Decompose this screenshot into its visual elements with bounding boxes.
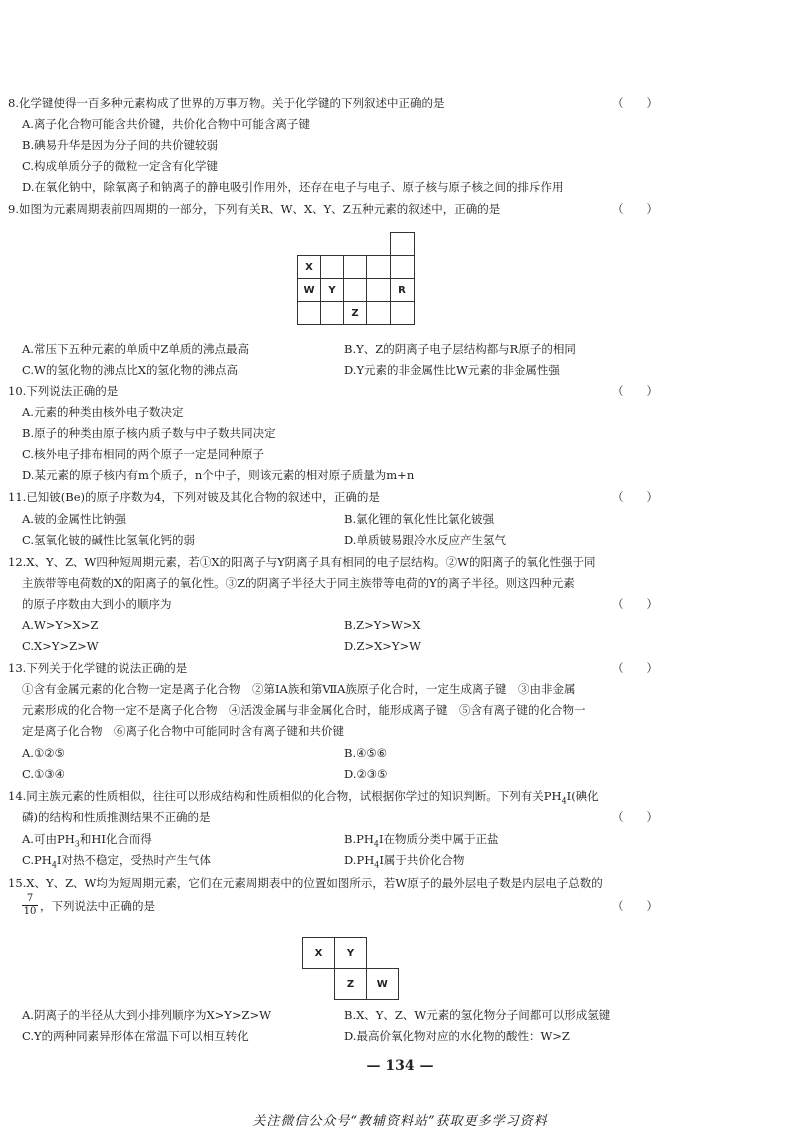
option-a: A.元素的种类由核外电子数决定 — [22, 405, 184, 419]
option-d: D.②③⑤ — [344, 767, 388, 781]
cell-x: X — [303, 938, 335, 969]
statement-line-1: ①含有金属元素的化合物一定是离子化合物 ②第ⅠA族和第ⅦA族原子化合时，一定生成离子键 ③由非金属 — [22, 682, 576, 696]
option-b: B.Z>Y>W>X — [344, 618, 421, 632]
option-d: D.单质铍易跟冷水反应产生氢气 — [344, 533, 506, 547]
fraction — [22, 893, 38, 918]
option-b: B.碘易升华是因为分子间的共价键较弱 — [22, 138, 219, 152]
option-c: C.核外电子排布相同的两个原子一定是同种原子 — [22, 447, 265, 461]
option-a: A.可由$PH_3$和HI化合而得 — [22, 832, 152, 849]
periodic-table-fragment — [297, 232, 415, 325]
question-stem: 10.下列说法正确的是 — [8, 384, 119, 398]
answer-paren: （ ） — [612, 96, 658, 110]
option-b: B.④⑤⑥ — [344, 746, 388, 760]
option-c: C.X>Y>Z>W — [22, 639, 99, 653]
question-stem-line-2: 磷)的结构和性质推测结果不正确的是 — [22, 810, 211, 824]
fraction-denominator: 10 — [23, 906, 37, 917]
question-stem-line-2: 主族带等电荷数的X的阳离子的氧化性。③Z的阴离子半径大于同主族带等电荷的Y的离子半径。则这四种元素 — [22, 576, 575, 590]
option-a: A.铍的金属性比钠强 — [22, 512, 126, 526]
option-a: A.离子化合物可能含共价键，共价化合物中可能含离子键 — [22, 117, 310, 131]
option-c: C.氢氧化铍的碱性比氢氧化钙的弱 — [22, 533, 196, 547]
option-a: A.W>Y>X>Z — [22, 618, 99, 632]
cell-w: W — [298, 279, 321, 302]
answer-paren: （ ） — [612, 899, 658, 913]
option-d: D.Y元素的非金属性比W元素的非金属性强 — [344, 363, 560, 377]
question-stem: 9.如图为元素周期表前四周期的一部分，下列有关R、W、X、Y、Z五种元素的叙述中，正确的是 — [8, 202, 501, 216]
option-b: $B.PH_4I$在物质分类中属于正盐 — [344, 832, 499, 849]
option-a: A.常压下五种元素的单质中Z单质的沸点最高 — [22, 342, 249, 356]
statement-line-3: 定是离子化合物 ⑥离子化合物中可能同时含有离子键和共价键 — [22, 724, 344, 738]
question-stem: 8.化学键使得一百多种元素构成了世界的万事万物。关于化学键的下列叙述中正确的是 — [8, 96, 445, 110]
cell-r: R — [390, 279, 414, 302]
option-d: D.Z>X>Y>W — [344, 639, 421, 653]
answer-paren: （ ） — [612, 384, 658, 398]
question-stem-line-1: 12.X、Y、Z、W四种短周期元素，若①X的阳离子与Y阴离子具有相同的电子层结构。②W的阳离子的氧化性强于同 — [8, 555, 596, 569]
answer-paren: （ ） — [612, 490, 658, 504]
answer-paren: （ ） — [612, 597, 658, 611]
answer-paren: （ ） — [612, 661, 658, 675]
question-stem-line-2: ，下列说法中正确的是 — [40, 899, 155, 913]
option-c: C.①③④ — [22, 767, 65, 781]
option-d: D.某元素的原子核内有m个质子，n个中子，则该元素的相对原子质量为m+n — [22, 468, 415, 482]
fraction-numerator: 7 — [22, 893, 38, 906]
option-b: B.原子的种类由原子核内质子数与中子数共同决定 — [22, 426, 276, 440]
cell-y: Y — [335, 938, 367, 969]
cell-y: Y — [321, 279, 344, 302]
option-d: D.最高价氧化物对应的水化物的酸性：W>Z — [344, 1029, 570, 1043]
option-c: C.Y的两种同素异形体在常温下可以相互转化 — [22, 1029, 249, 1043]
footer-note: 关注微信公众号“教辅资料站”获取更多学习资料 — [252, 1114, 548, 1129]
option-d: $D.PH_4I$属于共价化合物 — [344, 853, 465, 870]
cell-z: Z — [344, 302, 367, 325]
cell-w: W — [367, 969, 399, 1000]
option-c: C.W的氢化物的沸点比X的氢化物的沸点高 — [22, 363, 239, 377]
option-b: B.氯化锂的氧化性比氯化铍强 — [344, 512, 495, 526]
periodic-table-fragment — [302, 937, 399, 1000]
answer-paren: （ ） — [612, 810, 658, 824]
question-stem-line-1: 15.X、Y、Z、W均为短周期元素，它们在元素周期表中的位置如图所示，若W原子的最外层电子数是内层电子总数的 — [8, 876, 603, 890]
answer-paren: （ ） — [612, 202, 658, 216]
option-c: $C.PH_4I$对热不稳定，受热时产生气体 — [22, 853, 211, 870]
option-b: B.X、Y、Z、W元素的氢化物分子间都可以形成氢键 — [344, 1008, 611, 1022]
page-number: — 134 — — [366, 1058, 434, 1074]
question-stem: 11.已知铍(Be)的原子序数为4，下列对铍及其化合物的叙述中，正确的是 — [8, 490, 380, 504]
question-stem: 13.下列关于化学键的说法正确的是 — [8, 661, 188, 675]
option-c: C.构成单质分子的微粒一定含有化学键 — [22, 159, 219, 173]
cell-z: Z — [335, 969, 367, 1000]
option-a: A.阴离子的半径从大到小排列顺序为X>Y>Z>W — [22, 1008, 271, 1022]
option-a: A.①②⑤ — [22, 746, 65, 760]
option-d: D.在氧化钠中，除氧离子和钠离子的静电吸引作用外，还存在电子与电子、原子核与原子核之间的排斥作用 — [22, 180, 564, 194]
statement-line-2: 元素形成的化合物一定不是离子化合物 ④活泼金属与非金属化合时，能形成离子键 ⑤含有离子键的化合物一 — [22, 703, 586, 717]
question-stem-line-1: 14.同主族元素的性质相似，往往可以形成结构和性质相似的化合物，试根据你学过的知识判断。下列有关$PH_4I$(碘化 — [8, 789, 599, 806]
cell-x: X — [298, 256, 321, 279]
option-b: B.Y、Z的阴离子电子层结构都与R原子的相同 — [344, 342, 576, 356]
question-stem-line-3: 的原子序数由大到小的顺序为 — [22, 597, 172, 611]
